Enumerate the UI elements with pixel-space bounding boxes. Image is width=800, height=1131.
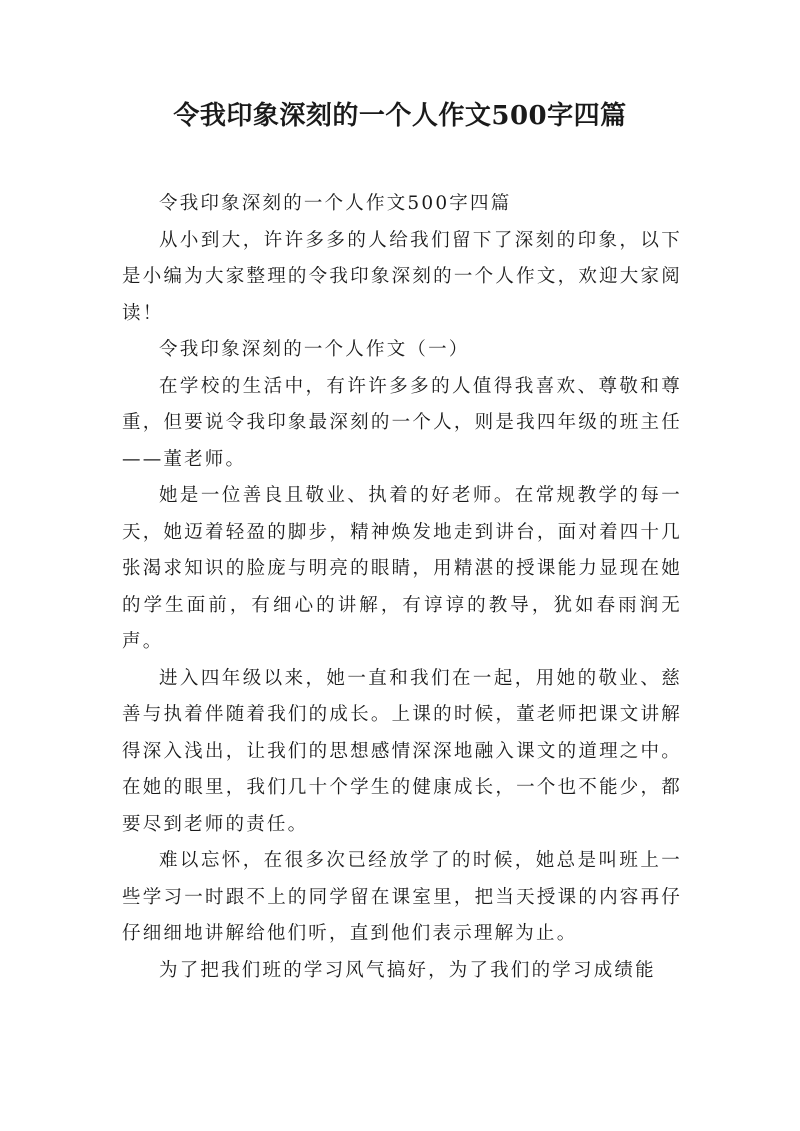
- paragraph: 为了把我们班的学习风气搞好，为了我们的学习成绩能: [159, 959, 656, 981]
- paragraph-subtitle: 令我印象深刻的一个人作文500字四篇: [159, 193, 512, 214]
- paragraph-section-heading: 令我印象深刻的一个人作文（一）: [159, 339, 470, 360]
- document-body: [122, 186, 682, 989]
- document-title: 令我印象深刻的一个人作文500字四篇: [173, 101, 627, 131]
- paragraph: 在学校的生活中，有许许多多的人值得我喜欢、尊敬和尊重，但要说令我印象最深刻的一个人，则是我四年级的班主任——董老师。: [122, 375, 682, 470]
- paragraph: 她是一位善良且敬业、执着的好老师。在常规教学的每一天，她迈着轻盈的脚步，精神焕发地走到讲台，面对着四十几张渴求知识的脸庞与明亮的眼睛，用精湛的授课能力显现在她的学生面前，有细心的讲解，有谆谆的教导，犹如春雨润无声。: [122, 485, 682, 652]
- paragraph: 进入四年级以来，她一直和我们在一起，用她的敬业、慈善与执着伴随着我们的成长。上课的时候，董老师把课文讲解得深入浅出，让我们的思想感情深深地融入课文的道理之中。在她的眼里，我们几十个学生的健康成长，一个也不能少，都要尽到老师的责任。: [122, 667, 682, 835]
- paragraph: 难以忘怀，在很多次已经放学了的时候，她总是叫班上一些学习一时跟不上的同学留在课室里，把当天授课的内容再仔仔细细地讲解给他们听，直到他们表示理解为止。: [122, 850, 682, 944]
- paragraph-intro: 从小到大，许许多多的人给我们留下了深刻的印象，以下是小编为大家整理的令我印象深刻的一个人作文，欢迎大家阅读！: [122, 229, 682, 324]
